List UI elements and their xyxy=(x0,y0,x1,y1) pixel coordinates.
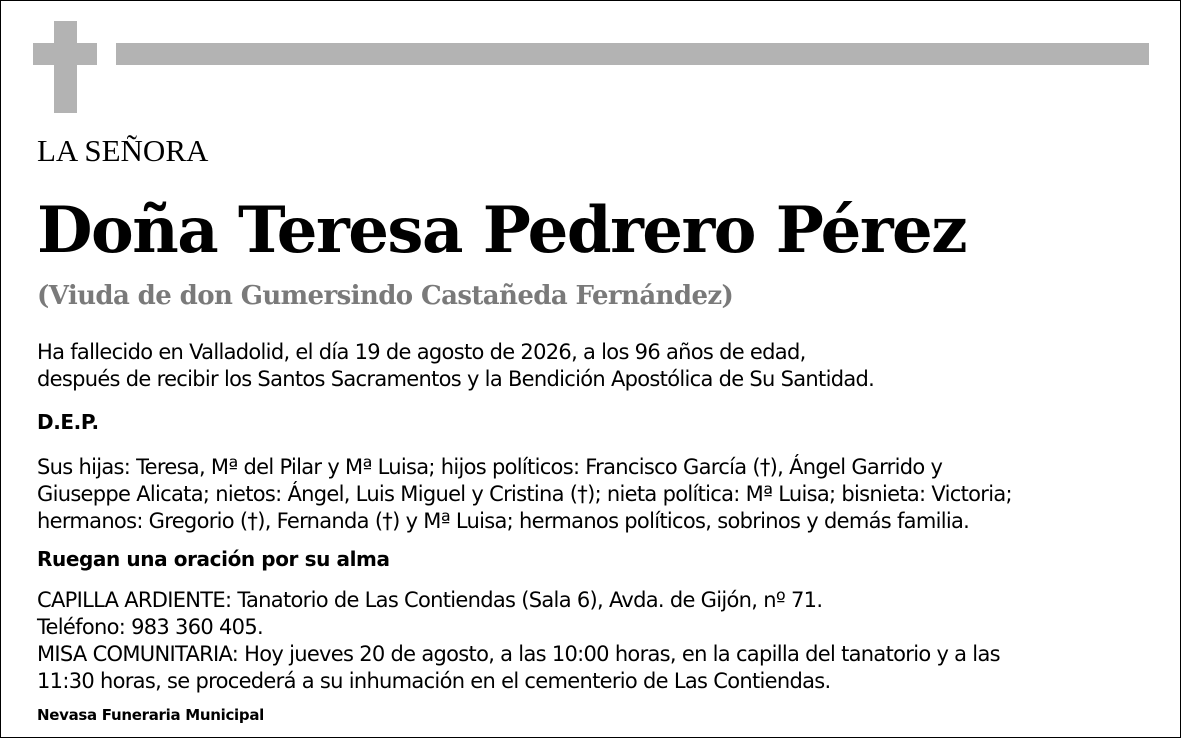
family-line: hermanos: Gregorio (†), Fernanda (†) y Mª Luisa; hermanos políticos, sobrinos y demás familia. xyxy=(37,509,970,533)
widow-note: (Viuda de don Gumersindo Castañeda Fernández) xyxy=(37,281,734,311)
family-list xyxy=(37,454,1012,535)
death-notice-line: después de recibir los Santos Sacramentos y la Bendición Apostólica de Su Santidad. xyxy=(37,367,875,391)
funeral-home: Nevasa Funeraria Municipal xyxy=(37,706,264,724)
cross-horizontal-bar xyxy=(33,43,97,65)
deceased-name: Doña Teresa Pedrero Pérez xyxy=(37,193,967,268)
prayer-request: Ruegan una oración por su alma xyxy=(37,547,390,571)
service-info-line: CAPILLA ARDIENTE: Tanatorio de Las Contiendas (Sala 6), Avda. de Gijón, nº 71. xyxy=(37,588,823,612)
header-rule xyxy=(116,43,1149,65)
dep-label: D.E.P. xyxy=(37,410,99,434)
cross-vertical-bar xyxy=(54,21,77,113)
service-info xyxy=(37,587,1000,695)
family-line: Giuseppe Alicata; nietos: Ángel, Luis Miguel y Cristina (†); nieta política: Mª Luisa; bisnieta: Victoria; xyxy=(37,482,1012,506)
service-info-line: Teléfono: 983 360 405. xyxy=(37,615,263,639)
latin-cross-icon xyxy=(33,21,97,113)
death-notice-line: Ha fallecido en Valladolid, el día 19 de agosto de 2026, a los 96 años de edad, xyxy=(37,340,806,364)
service-info-line: 11:30 horas, se procederá a su inhumación en el cementerio de Las Contiendas. xyxy=(37,669,831,693)
salutation: LA SEÑORA xyxy=(37,133,209,168)
death-notice xyxy=(37,339,874,393)
service-info-line: MISA COMUNITARIA: Hoy jueves 20 de agosto, a las 10:00 horas, en la capilla del tanatorio y a las xyxy=(37,642,1000,666)
family-line: Sus hijas: Teresa, Mª del Pilar y Mª Luisa; hijos políticos: Francisco García (†), Ángel Garrido y xyxy=(37,455,943,479)
